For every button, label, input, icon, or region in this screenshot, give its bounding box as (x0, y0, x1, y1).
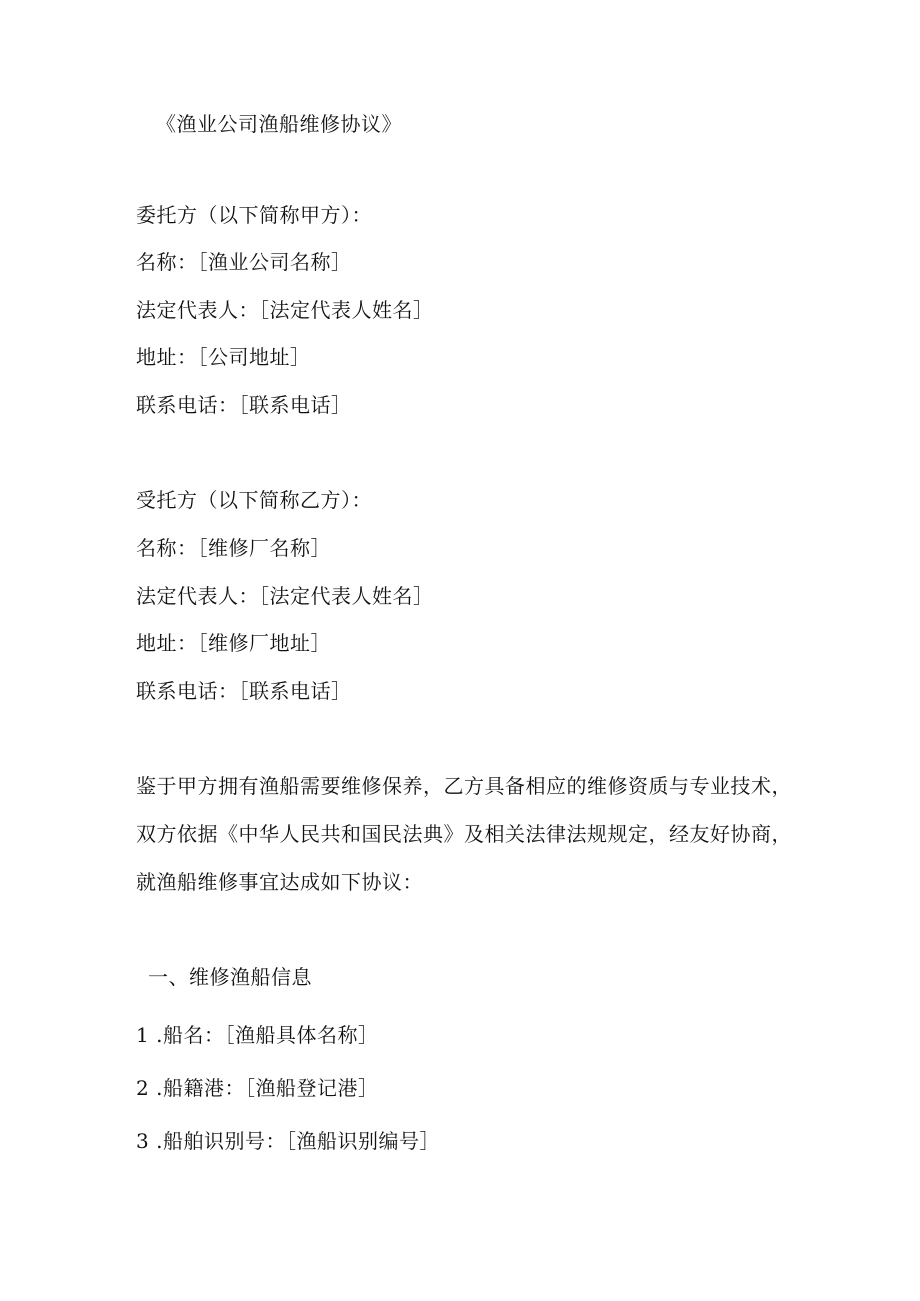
document-title: 《渔业公司渔船维修协议》 (156, 112, 402, 136)
preamble-line-2: 双方依据《中华人民共和国民法典》及相关法律法规规定，经友好协商， (136, 822, 792, 846)
party-a-representative: 法定代表人：［法定代表人姓名］ (136, 298, 434, 322)
party-a-name: 名称：［渔业公司名称］ (136, 250, 352, 274)
section-1-item-3: 3 .船舶识别号：［渔船识别编号］ (136, 1129, 440, 1153)
section-1-item-2: 2 .船籍港：［渔船登记港］ (136, 1076, 379, 1100)
section-1-item-1: 1 .船名：［渔船具体名称］ (136, 1023, 379, 1047)
party-a-phone: 联系电话：［联系电话］ (136, 393, 352, 417)
preamble-line-1: 鉴于甲方拥有渔船需要维修保养，乙方具备相应的维修资质与专业技术， (136, 774, 792, 798)
party-a-heading: 委托方（以下简称甲方）： (136, 203, 372, 227)
section-1-heading: 一、维修渔船信息 (148, 965, 312, 989)
party-a-address: 地址：［公司地址］ (136, 345, 311, 369)
party-b-representative: 法定代表人：［法定代表人姓名］ (136, 584, 434, 608)
preamble-line-3: 就渔船维修事宜达成如下协议： (136, 870, 423, 894)
party-b-address: 地址：［维修厂地址］ (136, 631, 331, 655)
party-b-phone: 联系电话：［联系电话］ (136, 679, 352, 703)
party-b-name: 名称：［维修厂名称］ (136, 536, 331, 560)
party-b-heading: 受托方（以下简称乙方）： (136, 488, 372, 512)
